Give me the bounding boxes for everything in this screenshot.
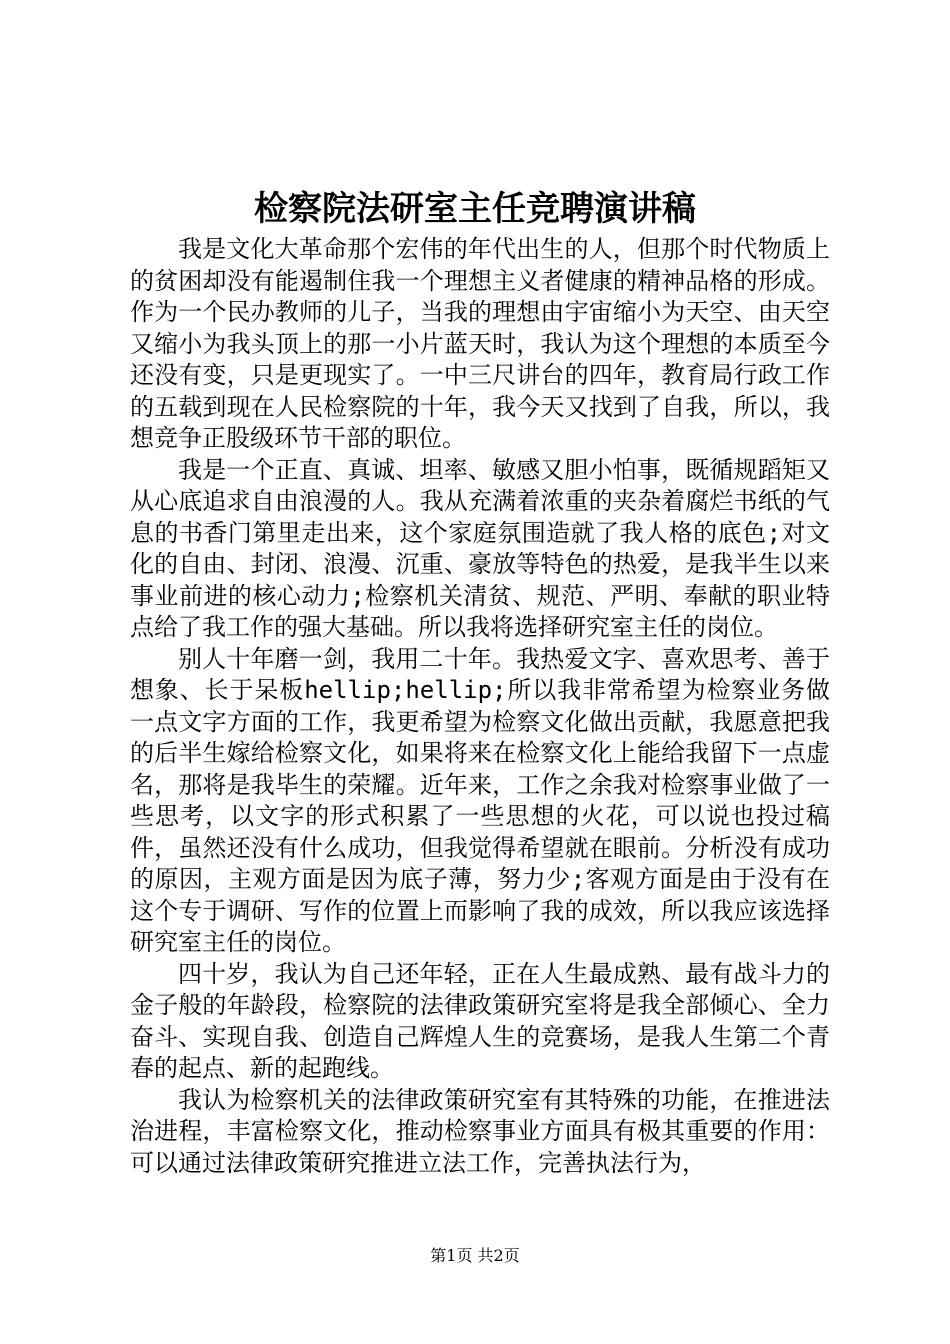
paragraph-1: 我是文化大革命那个宏伟的年代出生的人，但那个时代物质上的贫困却没有能遏制住我一个理想主义者健康的精神品格的形成。作为一个民办教师的儿子，当我的理想由宇宙缩小为天空、由天空又缩小为我头顶上的那一小片蓝天时，我认为这个理想的本质至今还没有变，只是更现实了。一中三尺讲台的四年，教育局行政工作的五载到现在人民检察院的十年，我今天又找到了自我，所以，我想竞争正股级环节干部的职位。 [130, 235, 830, 452]
paragraph-3: 别人十年磨一剑，我用二十年。我热爱文字、喜欢思考、善于想象、长于呆板hellip;hellip;所以我非常希望为检察业务做一点文字方面的工作，我更希望为检察文化做出贡献，我愿意把我的后半生嫁给检察文化，如果将来在检察文化上能给我留下一点虚名，那将是我毕生的荣耀。近年来，工作之余我对检察事业做了一些思考，以文字的形式积累了一些思想的火花，可以说也投过稿件，虽然还没有什么成功，但我觉得希望就在眼前。分析没有成功的原因，主观方面是因为底子薄，努力少;客观方面是由于没有在这个专于调研、写作的位置上而影响了我的成效，所以我应该选择研究室主任的岗位。 [130, 644, 830, 956]
paragraph-5: 我认为检察机关的法律政策研究室有其特殊的功能，在推进法治进程，丰富检察文化，推动检察事业方面具有极其重要的作用：可以通过法律政策研究推进立法工作，完善执法行为， [130, 1085, 830, 1177]
document-body [130, 234, 830, 1179]
document-title: 检察院法研室主任竞聘演讲稿 [254, 189, 696, 229]
paragraph-4: 四十岁，我认为自己还年轻，正在人生最成熟、最有战斗力的金子般的年龄段，检察院的法律政策研究室将是我全部倾心、全力奋斗、实现自我、创造自己辉煌人生的竞赛场，是我人生第二个青春的起点、新的起跑线。 [130, 959, 830, 1082]
paragraph-2: 我是一个正直、真诚、坦率、敏感又胆小怕事，既循规蹈矩又从心底追求自由浪漫的人。我从充满着浓重的夹杂着腐烂书纸的气息的书香门第里走出来，这个家庭氛围造就了我人格的底色;对文化的自由、封闭、浪漫、沉重、豪放等特色的热爱，是我半生以来事业前进的核心动力;检察机关清贫、规范、严明、奉献的职业特点给了我工作的强大基础。所以我将选择研究室主任的岗位。 [130, 455, 830, 641]
page-footer: 第1页 共2页 [430, 1246, 520, 1265]
